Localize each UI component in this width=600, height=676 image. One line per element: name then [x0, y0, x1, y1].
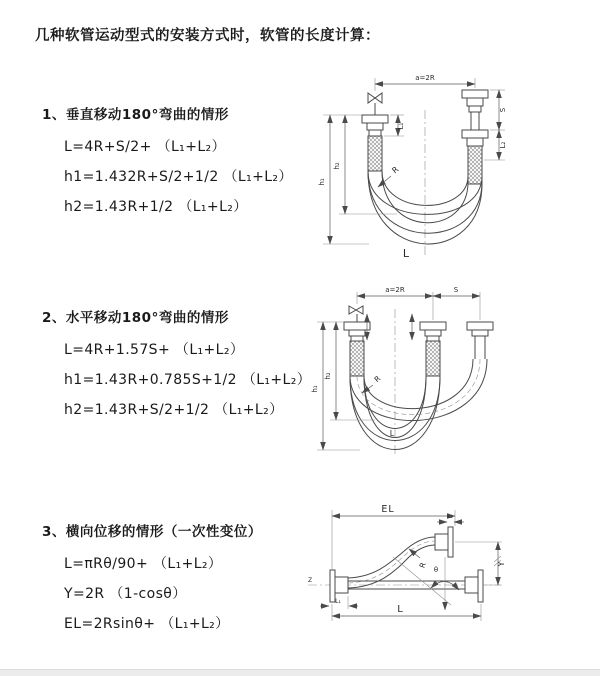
left-hose-fitting — [344, 322, 370, 376]
section-2-formula-h2: h2=1.43R+S/2+1/2 （L₁+L₂） — [64, 402, 284, 418]
dimension-a-2r — [375, 74, 475, 91]
section-1-formula-L: L=4R+S/2+ （L₁+L₂） — [64, 139, 226, 155]
section-3-formula-L: L=πRθ/90+ （L₁+L₂） — [64, 556, 223, 572]
label-r: R — [417, 561, 428, 570]
centerline-symbol: Z — [308, 577, 313, 584]
label-y: Y — [497, 561, 506, 567]
label-h1: h₁ — [318, 178, 326, 186]
dimension-l2 — [437, 513, 464, 522]
radius-callout — [409, 549, 428, 569]
section-2-formula-L: L=4R+1.57S+ （L₁+L₂） — [64, 342, 245, 358]
section-1-formula-h1: h1=1.432R+S/2+1/2 （L₁+L₂） — [64, 169, 293, 185]
diagram-lateral-displacement — [300, 500, 600, 652]
label-l-total: L — [402, 247, 410, 260]
valve-icon — [368, 93, 382, 115]
label-r: R — [390, 164, 401, 176]
label-l-total: L — [397, 604, 403, 615]
dimension-s — [490, 90, 507, 130]
valve-icon — [349, 306, 363, 322]
label-h1: h₁ — [311, 385, 319, 393]
right-flange — [465, 570, 483, 602]
right-hose-fitting-upper — [462, 90, 488, 130]
section-1-heading: 1、垂直移动180°弯曲的情形 — [42, 107, 229, 123]
dimension-s — [433, 286, 480, 320]
label-a2r: a=2R — [385, 286, 405, 294]
label-l1: L₁ — [335, 598, 341, 605]
label-el: EL — [381, 504, 395, 515]
section-1-formula-h2: h2=1.43R+1/2 （L₁+L₂） — [64, 199, 248, 215]
dimension-h1 — [318, 115, 369, 244]
label-s: S — [453, 286, 459, 294]
right-hose-fitting-lower — [462, 130, 488, 184]
dimension-h2 — [333, 115, 397, 214]
dimension-l1 — [320, 596, 358, 609]
section-2-heading: 2、水平移动180°弯曲的情形 — [42, 310, 229, 326]
label-l1: L₁ — [397, 122, 405, 130]
section-horizontal-movement — [42, 306, 322, 425]
label-a2r: a=2R — [415, 74, 435, 82]
fitting-dimension-marks — [367, 314, 412, 340]
label-theta: θ — [433, 566, 439, 574]
left-hose-fitting — [362, 115, 388, 171]
middle-hose-fitting — [420, 322, 446, 376]
label-l-total: L — [389, 429, 395, 438]
section-vertical-movement — [42, 103, 322, 222]
diagram-horizontal-180-bend — [305, 284, 600, 462]
label-l2: L₂ — [499, 141, 507, 149]
label-h2: h₂ — [333, 162, 341, 170]
right-hose-fitting — [467, 322, 493, 359]
hose-u-curves — [350, 359, 487, 450]
displaced-flange — [435, 527, 453, 557]
label-l2: L₂ — [447, 513, 453, 520]
diagram-vertical-180-bend — [305, 66, 600, 266]
section-3-heading: 3、横向位移的情形（一次性变位） — [42, 524, 262, 540]
dimension-l — [332, 604, 481, 621]
page-title: 几种软管运动型式的安装方式时，软管的长度计算： — [35, 28, 380, 44]
label-r: R — [372, 373, 383, 385]
section-lateral-displacement — [42, 520, 322, 639]
label-h2: h₂ — [324, 372, 332, 380]
section-2-formula-h1: h1=1.43R+0.785S+1/2 （L₁+L₂） — [64, 372, 312, 388]
label-s: S — [499, 107, 507, 113]
section-3-formula-Y: Y=2R （1-cosθ） — [64, 586, 187, 602]
section-3-formula-EL: EL=2Rsinθ+ （L₁+L₂） — [64, 616, 230, 632]
